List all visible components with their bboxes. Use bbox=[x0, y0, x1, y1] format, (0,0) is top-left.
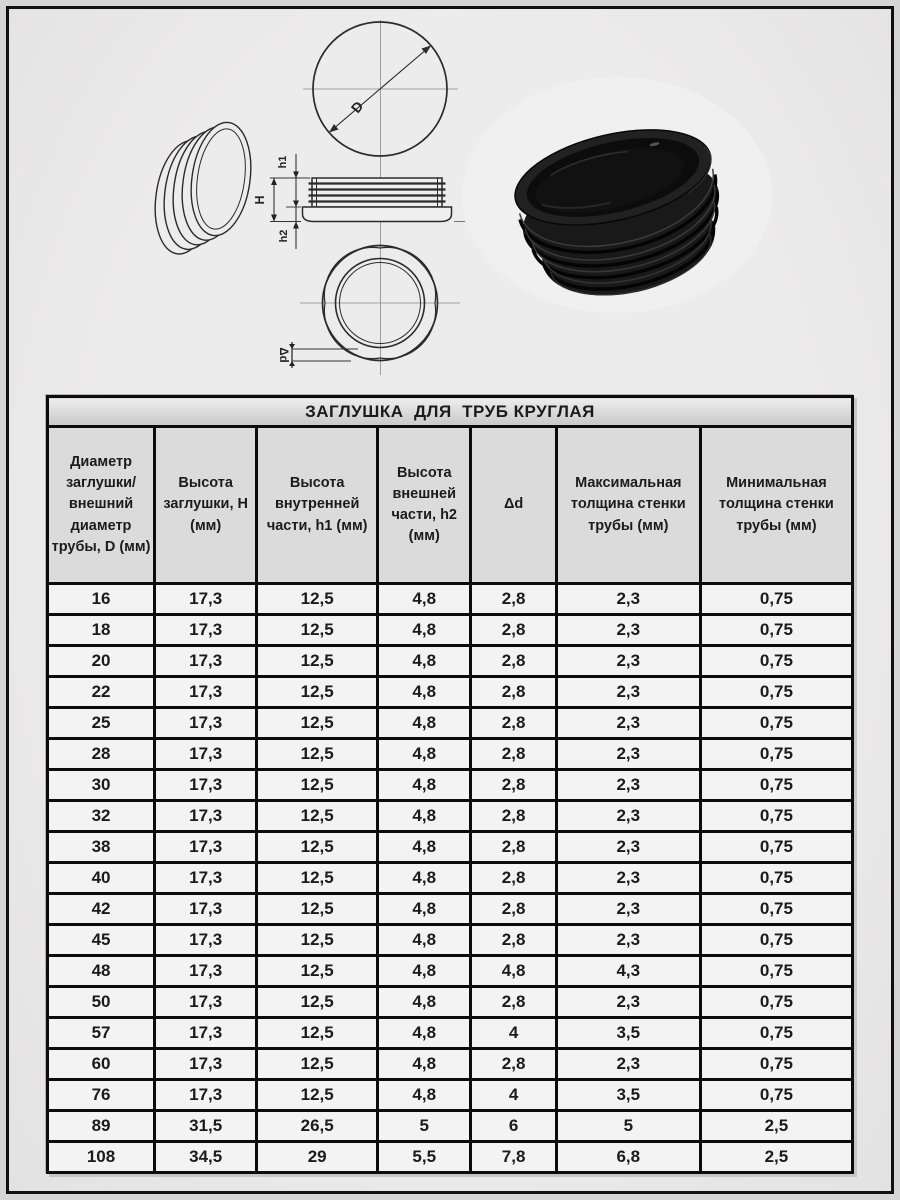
table-cell: 2,8 bbox=[471, 894, 556, 925]
table-cell: 2,8 bbox=[471, 832, 556, 863]
spec-table bbox=[46, 395, 854, 1174]
table-cell: 17,3 bbox=[155, 770, 257, 801]
table-row bbox=[48, 956, 853, 987]
table-cell: 12,5 bbox=[257, 708, 378, 739]
dimension-label-h2: h2 bbox=[278, 229, 290, 243]
table-cell: 0,75 bbox=[700, 1049, 852, 1080]
table-cell: 4,8 bbox=[378, 708, 471, 739]
table-cell: 0,75 bbox=[700, 677, 852, 708]
table-row bbox=[48, 677, 853, 708]
table-cell: 4,8 bbox=[378, 1049, 471, 1080]
table-row bbox=[48, 832, 853, 863]
table-row bbox=[48, 801, 853, 832]
table-cell: 12,5 bbox=[257, 1080, 378, 1111]
table-cell: 12,5 bbox=[257, 770, 378, 801]
table-cell: 2,3 bbox=[556, 987, 700, 1018]
table-cell: 12,5 bbox=[257, 584, 378, 615]
table-cell: 12,5 bbox=[257, 801, 378, 832]
table-cell: 12,5 bbox=[257, 646, 378, 677]
table-cell: 5,5 bbox=[378, 1142, 471, 1173]
table-cell: 7,8 bbox=[471, 1142, 556, 1173]
table-row bbox=[48, 708, 853, 739]
table-cell: 18 bbox=[48, 615, 155, 646]
table-row bbox=[48, 925, 853, 956]
table-row bbox=[48, 615, 853, 646]
table-cell: 12,5 bbox=[257, 1049, 378, 1080]
table-row bbox=[48, 1049, 853, 1080]
table-cell: 31,5 bbox=[155, 1111, 257, 1142]
table-cell: 4,8 bbox=[378, 956, 471, 987]
table-cell: 0,75 bbox=[700, 1080, 852, 1111]
table-body bbox=[48, 584, 853, 1173]
table-cell: 108 bbox=[48, 1142, 155, 1173]
table-cell: 4,8 bbox=[378, 584, 471, 615]
table-cell: 0,75 bbox=[700, 584, 852, 615]
table-cell: 2,3 bbox=[556, 584, 700, 615]
table-cell: 42 bbox=[48, 894, 155, 925]
table-cell: 12,5 bbox=[257, 987, 378, 1018]
table-cell: 17,3 bbox=[155, 677, 257, 708]
table-cell: 4 bbox=[471, 1018, 556, 1049]
table-cell: 30 bbox=[48, 770, 155, 801]
column-header: Диаметр заглушки/ внешний диаметр трубы, D (мм) bbox=[48, 427, 155, 584]
table-cell: 2,3 bbox=[556, 770, 700, 801]
drawing-canvas bbox=[9, 9, 891, 394]
table-row bbox=[48, 1018, 853, 1049]
table-cell: 4,8 bbox=[378, 894, 471, 925]
table-cell: 4,8 bbox=[378, 739, 471, 770]
table-cell: 12,5 bbox=[257, 956, 378, 987]
table-cell: 22 bbox=[48, 677, 155, 708]
side-view bbox=[253, 154, 465, 249]
table-cell: 17,3 bbox=[155, 925, 257, 956]
table-cell: 17,3 bbox=[155, 615, 257, 646]
dimension-label-d: D bbox=[347, 98, 367, 116]
table-cell: 0,75 bbox=[700, 708, 852, 739]
table-cell: 17,3 bbox=[155, 1049, 257, 1080]
table-cell: 6,8 bbox=[556, 1142, 700, 1173]
table-cell: 17,3 bbox=[155, 708, 257, 739]
table-cell: 2,3 bbox=[556, 1049, 700, 1080]
table-cell: 0,75 bbox=[700, 863, 852, 894]
table-cell: 2,8 bbox=[471, 646, 556, 677]
column-header: Высота внутренней части, h1 (мм) bbox=[257, 427, 378, 584]
table-cell: 2,3 bbox=[556, 925, 700, 956]
table-cell: 12,5 bbox=[257, 832, 378, 863]
header-row bbox=[48, 427, 853, 584]
table-cell: 57 bbox=[48, 1018, 155, 1049]
bottom-view bbox=[277, 246, 460, 369]
table-cell: 4,8 bbox=[378, 925, 471, 956]
table-cell: 4,8 bbox=[378, 770, 471, 801]
table-cell: 50 bbox=[48, 987, 155, 1018]
table-row bbox=[48, 646, 853, 677]
table-cell: 2,3 bbox=[556, 739, 700, 770]
table-cell: 17,3 bbox=[155, 646, 257, 677]
table-cell: 2,8 bbox=[471, 925, 556, 956]
table-cell: 17,3 bbox=[155, 801, 257, 832]
table-cell: 17,3 bbox=[155, 956, 257, 987]
column-header: Высота внешней части, h2 (мм) bbox=[378, 427, 471, 584]
column-header: Δd bbox=[471, 427, 556, 584]
table-row bbox=[48, 863, 853, 894]
table-cell: 2,3 bbox=[556, 615, 700, 646]
table-cell: 2,5 bbox=[700, 1111, 852, 1142]
table-cell: 4,8 bbox=[378, 1080, 471, 1111]
table-cell: 17,3 bbox=[155, 987, 257, 1018]
table-cell: 0,75 bbox=[700, 770, 852, 801]
table-cell: 4,8 bbox=[378, 677, 471, 708]
table-cell: 5 bbox=[378, 1111, 471, 1142]
table-cell: 2,3 bbox=[556, 894, 700, 925]
table-cell: 2,8 bbox=[471, 739, 556, 770]
table-cell: 28 bbox=[48, 739, 155, 770]
table-cell: 0,75 bbox=[700, 956, 852, 987]
column-header: Высота заглушки, Н (мм) bbox=[155, 427, 257, 584]
table-cell: 2,8 bbox=[471, 708, 556, 739]
table-cell: 12,5 bbox=[257, 894, 378, 925]
table-cell: 4,8 bbox=[378, 801, 471, 832]
table-cell: 2,3 bbox=[556, 646, 700, 677]
table-cell: 0,75 bbox=[700, 894, 852, 925]
table-cell: 0,75 bbox=[700, 832, 852, 863]
table-cell: 12,5 bbox=[257, 615, 378, 646]
technical-drawing bbox=[9, 9, 891, 394]
table-cell: 17,3 bbox=[155, 863, 257, 894]
table-cell: 2,3 bbox=[556, 863, 700, 894]
table-cell: 12,5 bbox=[257, 863, 378, 894]
table-row bbox=[48, 770, 853, 801]
table-cell: 0,75 bbox=[700, 615, 852, 646]
table-cell: 40 bbox=[48, 863, 155, 894]
table-cell: 29 bbox=[257, 1142, 378, 1173]
table-cell: 4,8 bbox=[378, 1018, 471, 1049]
table-cell: 4,8 bbox=[378, 863, 471, 894]
table-cell: 2,8 bbox=[471, 584, 556, 615]
table-cell: 38 bbox=[48, 832, 155, 863]
table-row bbox=[48, 739, 853, 770]
table-cell: 3,5 bbox=[556, 1080, 700, 1111]
table-cell: 16 bbox=[48, 584, 155, 615]
table-cell: 2,8 bbox=[471, 1049, 556, 1080]
table-cell: 17,3 bbox=[155, 894, 257, 925]
dimension-label-delta-d: Δd bbox=[277, 347, 289, 363]
table-cell: 60 bbox=[48, 1049, 155, 1080]
table-cell: 20 bbox=[48, 646, 155, 677]
table-cell: 17,3 bbox=[155, 739, 257, 770]
table-cell: 12,5 bbox=[257, 677, 378, 708]
table-cell: 0,75 bbox=[700, 1018, 852, 1049]
table-cell: 17,3 bbox=[155, 1080, 257, 1111]
table-cell: 2,8 bbox=[471, 801, 556, 832]
table-cell: 0,75 bbox=[700, 801, 852, 832]
table-cell: 48 bbox=[48, 956, 155, 987]
table-cell: 89 bbox=[48, 1111, 155, 1142]
table-cell: 34,5 bbox=[155, 1142, 257, 1173]
table-row bbox=[48, 584, 853, 615]
table-cell: 3,5 bbox=[556, 1018, 700, 1049]
table-cell: 17,3 bbox=[155, 832, 257, 863]
table-cell: 0,75 bbox=[700, 646, 852, 677]
isometric-view bbox=[148, 119, 257, 258]
table-cell: 2,8 bbox=[471, 677, 556, 708]
table-cell: 4,8 bbox=[378, 646, 471, 677]
table-cell: 2,3 bbox=[556, 832, 700, 863]
table-cell: 4,8 bbox=[471, 956, 556, 987]
table-cell: 2,3 bbox=[556, 801, 700, 832]
table-cell: 5 bbox=[556, 1111, 700, 1142]
table-cell: 76 bbox=[48, 1080, 155, 1111]
title-row bbox=[48, 397, 853, 427]
table-cell: 25 bbox=[48, 708, 155, 739]
table-cell: 32 bbox=[48, 801, 155, 832]
table-cell: 2,8 bbox=[471, 987, 556, 1018]
table-row bbox=[48, 1142, 853, 1173]
table-cell: 4,8 bbox=[378, 832, 471, 863]
table-row bbox=[48, 1080, 853, 1111]
column-header: Максимальная толщина стенки трубы (мм) bbox=[556, 427, 700, 584]
table-cell: 26,5 bbox=[257, 1111, 378, 1142]
table-cell: 45 bbox=[48, 925, 155, 956]
dimension-label-h1: h1 bbox=[277, 155, 289, 169]
table-cell: 2,3 bbox=[556, 677, 700, 708]
table-cell: 12,5 bbox=[257, 1018, 378, 1049]
table-cell: 0,75 bbox=[700, 925, 852, 956]
table-row bbox=[48, 1111, 853, 1142]
table-cell: 6 bbox=[471, 1111, 556, 1142]
table-cell: 2,8 bbox=[471, 863, 556, 894]
table-cell: 0,75 bbox=[700, 987, 852, 1018]
table-cell: 17,3 bbox=[155, 1018, 257, 1049]
table-cell: 4 bbox=[471, 1080, 556, 1111]
table-cell: 4,8 bbox=[378, 987, 471, 1018]
table-row bbox=[48, 987, 853, 1018]
table-cell: 4,3 bbox=[556, 956, 700, 987]
table-cell: 2,8 bbox=[471, 615, 556, 646]
table-cell: 0,75 bbox=[700, 739, 852, 770]
table-cell: 4,8 bbox=[378, 615, 471, 646]
table-cell: 17,3 bbox=[155, 584, 257, 615]
table-title: ЗАГЛУШКА ДЛЯ ТРУБ КРУГЛАЯ bbox=[48, 397, 853, 427]
table-row bbox=[48, 894, 853, 925]
table-cell: 2,3 bbox=[556, 708, 700, 739]
table-cell: 12,5 bbox=[257, 739, 378, 770]
content-frame bbox=[6, 6, 894, 1194]
dimension-label-h: H bbox=[253, 195, 267, 205]
column-header: Минимальная толщина стенки трубы (мм) bbox=[700, 427, 852, 584]
table-cell: 12,5 bbox=[257, 925, 378, 956]
table-cell: 2,8 bbox=[471, 770, 556, 801]
table-cell: 2,5 bbox=[700, 1142, 852, 1173]
